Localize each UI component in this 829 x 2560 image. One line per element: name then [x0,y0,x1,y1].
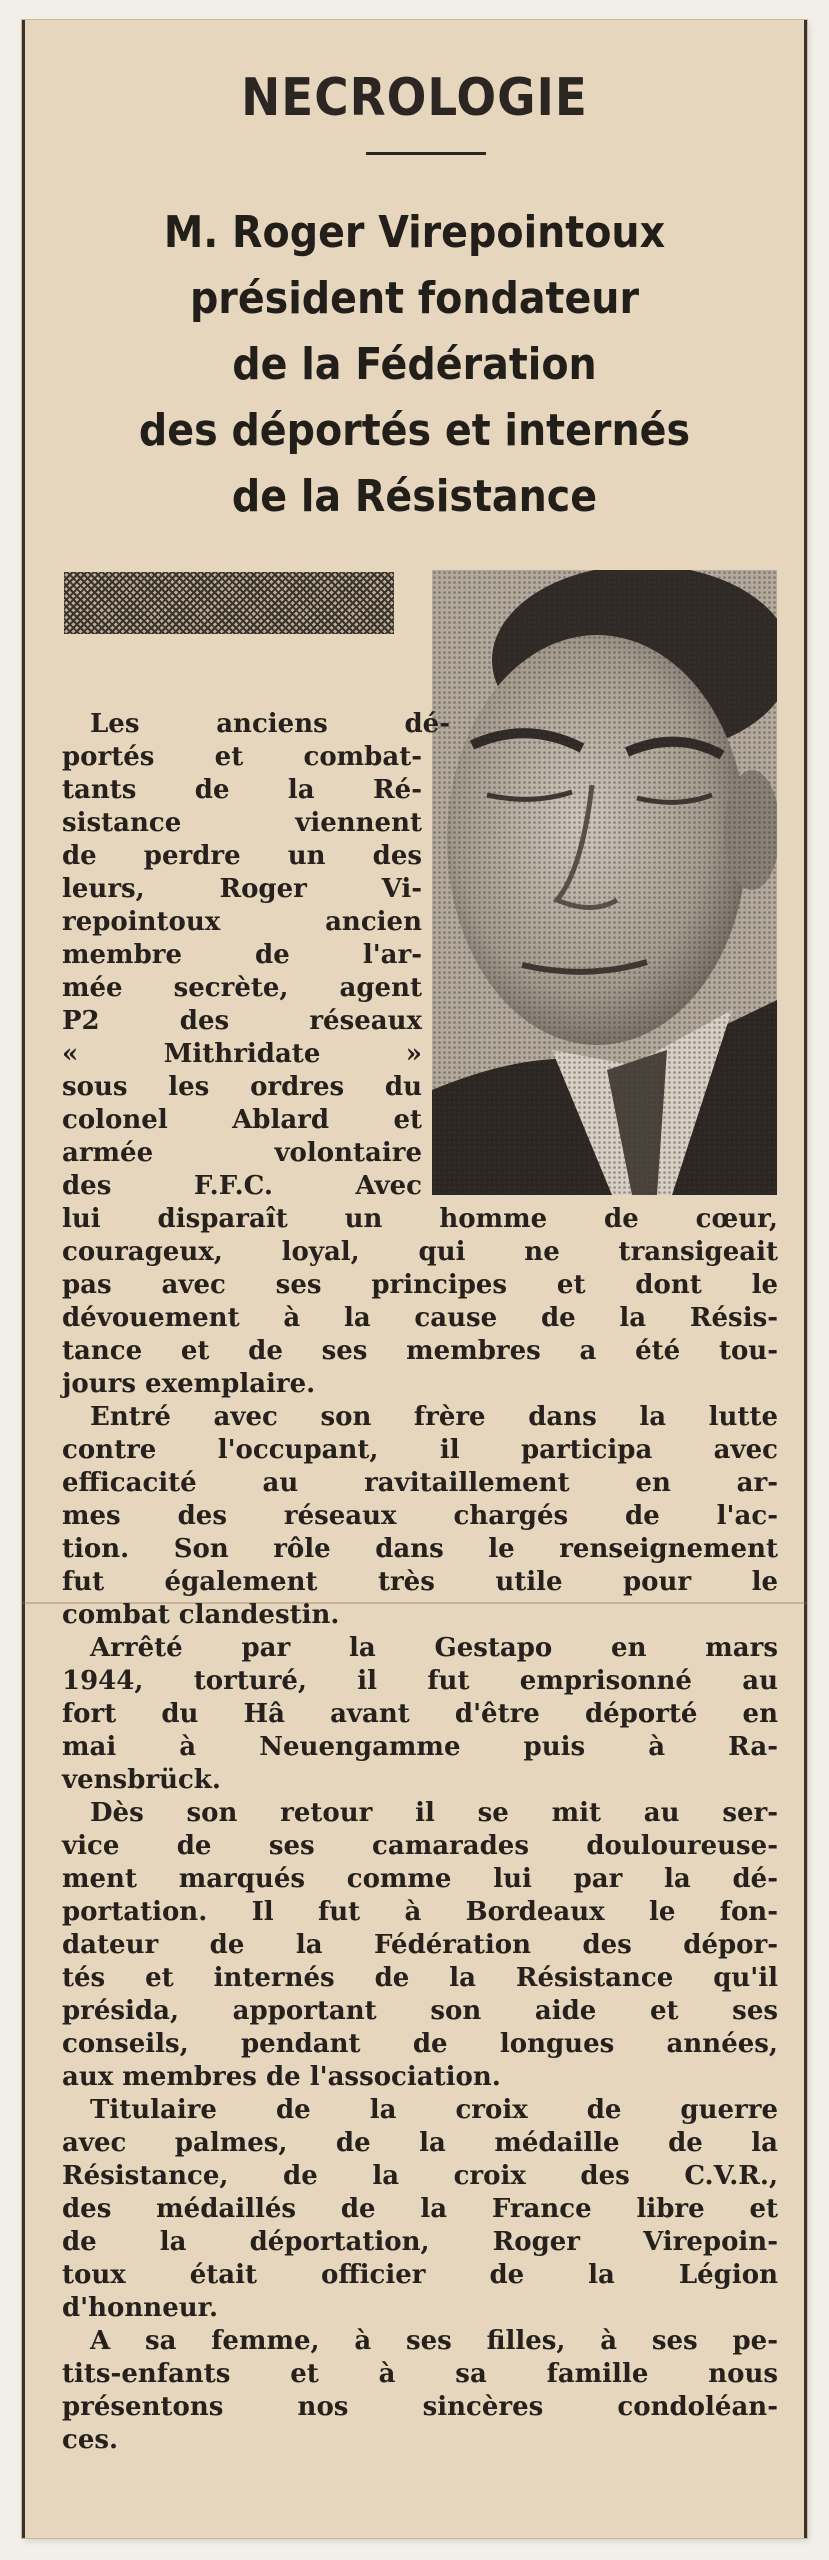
article-line: Arrêté par la Gestapo en mars [90,1633,778,1663]
article-line: Résistance, de la croix des C.V.R., [62,2161,778,2191]
article-line: contre l'occupant, il participa avec [62,1435,778,1465]
headline-line: de la Fédération [232,339,597,390]
article-line: Titulaire de la croix de guerre [90,2095,778,2125]
article-line: efficacité au ravitaillement en ar- [62,1468,778,1498]
article-body [62,708,778,2457]
article-line: tion. Son rôle dans le renseignement [62,1534,778,1564]
article-line: tance et de ses membres a été tou- [62,1336,778,1366]
article-line: mes des réseaux chargés de l'ac- [62,1501,778,1531]
article-line: tants de la Ré- [62,775,422,805]
article-line: fut également très utile pour le [62,1567,778,1597]
article-line: fort du Hâ avant d'être déporté en [62,1699,778,1729]
article-line: courageux, loyal, qui ne transigeait [62,1237,778,1267]
article-line: dévouement à la cause de la Résis- [62,1303,778,1333]
headline-line: M. Roger Virepointoux [163,207,666,258]
headline-line: de la Résistance [231,471,598,522]
hatched-ornament-bar [64,572,394,634]
article-line: mai à Neuengamme puis à Ra- [62,1732,778,1762]
article-line: mée secrète, agent [62,973,422,1003]
article-line: vice de ses camarades douloureuse- [62,1831,778,1861]
article-line: ces. [62,2425,119,2455]
article-line: Dès son retour il se mit au ser- [90,1798,778,1828]
article-line: portés et combat- [62,742,422,772]
right-border-line [804,20,807,2538]
article-line: dateur de la Fédération des dépor- [62,1930,778,1960]
article-line: de perdre un des [62,841,422,871]
article-line: toux était officier de la Légion [62,2260,778,2290]
article-line: des F.F.C. Avec [62,1171,422,1201]
headline-line: des déportés et internés [138,405,691,456]
article-line: vensbrück. [62,1765,221,1795]
article-line: tits-enfants et à sa famille nous [62,2359,778,2389]
article-line: armée volontaire [62,1138,422,1168]
article-line: tés et internés de la Résistance qu'il [62,1963,778,1993]
article-line: Les anciens dé- [90,709,450,739]
article-line: lui disparaît un homme de cœur, [62,1204,778,1234]
article-line: pas avec ses principes et dont le [62,1270,778,1300]
article-line: sistance viennent [62,808,422,838]
article-line: présida, apportant son aide et ses [62,1996,778,2026]
article-line: des médaillés de la France libre et [62,2194,778,2224]
article-line: jours exemplaire. [62,1369,316,1399]
article-line: membre de l'ar- [62,940,422,970]
article-line: 1944, torturé, il fut emprisonné au [62,1666,778,1696]
section-kicker: NECROLOGIE [241,68,588,128]
article-line: Entré avec son frère dans la lutte [90,1402,778,1432]
article-line: A sa femme, à ses filles, à ses pe- [90,2326,778,2356]
article-line: conseils, pendant de longues années, [62,2029,778,2059]
article-line: avec palmes, de la médaille de la [62,2128,778,2158]
article-line: colonel Ablard et [62,1105,422,1135]
headline-line: président fondateur [189,273,640,324]
article-line: de la déportation, Roger Virepoin- [62,2227,778,2257]
article-line: ment marqués comme lui par la dé- [62,1864,778,1894]
headline [62,200,767,530]
article-line: combat clandestin. [62,1600,340,1630]
article-line: « Mithridate » [62,1039,422,1069]
article-line: aux membres de l'association. [62,2062,501,2092]
left-border-line [22,20,25,2538]
article-line: P2 des réseaux [62,1006,422,1036]
article-line: présentons nos sincères condoléan- [62,2392,778,2422]
kicker-divider [366,152,486,155]
newspaper-clipping [22,20,807,2538]
article-line: sous les ordres du [62,1072,422,1102]
article-line: d'honneur. [62,2293,218,2323]
article-line: portation. Il fut à Bordeaux le fon- [62,1897,778,1927]
article-line: repointoux ancien [62,907,422,937]
article-line: leurs, Roger Vi- [62,874,422,904]
